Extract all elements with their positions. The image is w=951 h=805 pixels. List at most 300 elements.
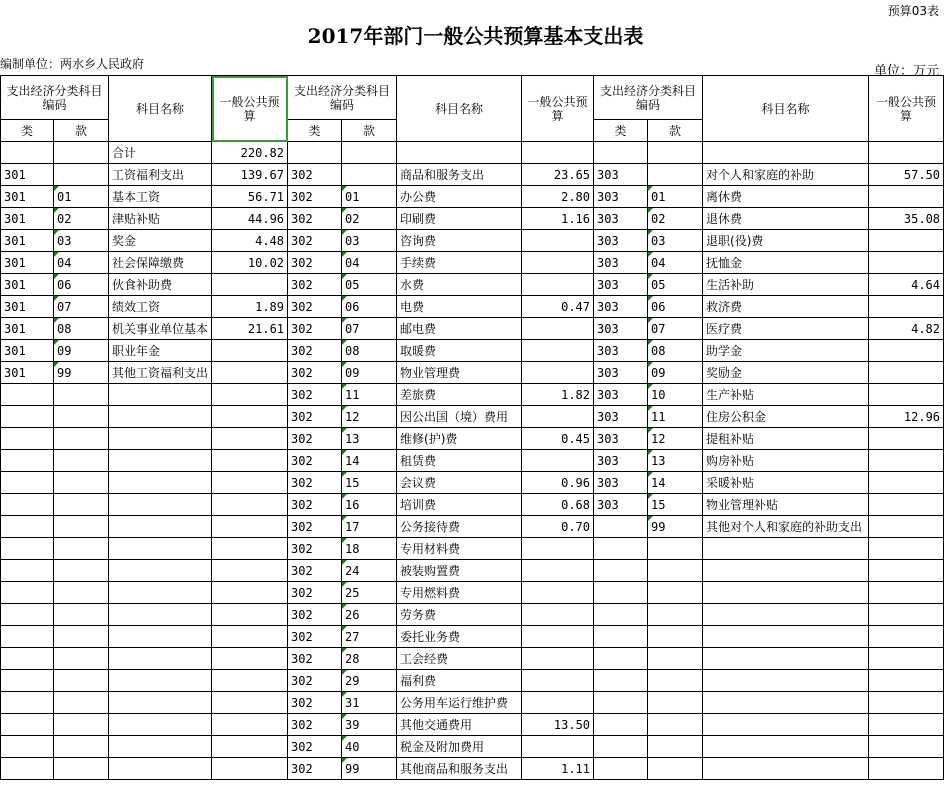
lei-code-cell[interactable]: 302 [288, 648, 342, 670]
budget-amount-cell[interactable] [212, 604, 288, 626]
kuan-code-cell[interactable] [648, 604, 703, 626]
lei-code-cell[interactable]: 302 [288, 362, 342, 384]
budget-amount-cell[interactable] [869, 252, 944, 274]
item-name-cell[interactable]: 救济费 [703, 296, 869, 318]
kuan-code-cell[interactable]: 14 [648, 472, 703, 494]
kuan-code-cell[interactable] [54, 472, 109, 494]
lei-code-cell[interactable] [594, 560, 648, 582]
kuan-code-cell[interactable]: 15 [342, 472, 397, 494]
header-code-group-2[interactable]: 支出经济分类科目编码 [288, 76, 397, 120]
lei-code-cell[interactable] [594, 538, 648, 560]
kuan-code-cell[interactable]: 06 [342, 296, 397, 318]
kuan-code-cell[interactable] [648, 692, 703, 714]
kuan-code-cell[interactable]: 28 [342, 648, 397, 670]
kuan-code-cell[interactable] [648, 736, 703, 758]
kuan-code-cell[interactable]: 40 [342, 736, 397, 758]
budget-amount-cell[interactable] [522, 318, 594, 340]
budget-amount-cell[interactable] [869, 538, 944, 560]
lei-code-cell[interactable]: 301 [1, 362, 54, 384]
budget-amount-cell[interactable]: 139.67 [212, 164, 288, 186]
item-name-cell[interactable]: 退职(役)费 [703, 230, 869, 252]
budget-amount-cell[interactable]: 12.96 [869, 406, 944, 428]
lei-code-cell[interactable]: 302 [288, 186, 342, 208]
kuan-code-cell[interactable] [54, 164, 109, 186]
item-name-cell[interactable]: 委托业务费 [397, 626, 522, 648]
budget-amount-cell[interactable]: 0.96 [522, 472, 594, 494]
item-name-cell[interactable]: 税金及附加费用 [397, 736, 522, 758]
budget-amount-cell[interactable]: 4.64 [869, 274, 944, 296]
header-budget-3[interactable]: 一般公共预算 [869, 76, 944, 142]
item-name-cell[interactable]: 被装购置费 [397, 560, 522, 582]
kuan-code-cell[interactable]: 06 [54, 274, 109, 296]
budget-amount-cell[interactable]: 21.61 [212, 318, 288, 340]
kuan-code-cell[interactable] [342, 142, 397, 164]
kuan-code-cell[interactable]: 08 [54, 318, 109, 340]
item-name-cell[interactable] [109, 758, 212, 780]
kuan-code-cell[interactable]: 16 [342, 494, 397, 516]
lei-code-cell[interactable] [1, 472, 54, 494]
lei-code-cell[interactable] [594, 758, 648, 780]
budget-amount-cell[interactable]: 220.82 [212, 142, 288, 164]
header-budget-1[interactable]: 一般公共预算 [212, 76, 288, 142]
budget-amount-cell[interactable] [212, 538, 288, 560]
lei-code-cell[interactable] [594, 516, 648, 538]
item-name-cell[interactable]: 绩效工资 [109, 296, 212, 318]
kuan-code-cell[interactable]: 24 [342, 560, 397, 582]
kuan-code-cell[interactable]: 04 [342, 252, 397, 274]
item-name-cell[interactable]: 基本工资 [109, 186, 212, 208]
lei-code-cell[interactable]: 301 [1, 186, 54, 208]
item-name-cell[interactable] [703, 538, 869, 560]
kuan-code-cell[interactable] [54, 736, 109, 758]
kuan-code-cell[interactable]: 13 [648, 450, 703, 472]
lei-code-cell[interactable]: 302 [288, 340, 342, 362]
lei-code-cell[interactable]: 302 [288, 428, 342, 450]
budget-amount-cell[interactable]: 0.70 [522, 516, 594, 538]
budget-amount-cell[interactable] [522, 230, 594, 252]
item-name-cell[interactable]: 专用燃料费 [397, 582, 522, 604]
budget-amount-cell[interactable] [869, 670, 944, 692]
header-lei-1[interactable]: 类 [1, 120, 54, 142]
item-name-cell[interactable]: 工会经费 [397, 648, 522, 670]
kuan-code-cell[interactable]: 03 [342, 230, 397, 252]
kuan-code-cell[interactable]: 05 [342, 274, 397, 296]
lei-code-cell[interactable]: 303 [594, 362, 648, 384]
kuan-code-cell[interactable] [54, 494, 109, 516]
budget-amount-cell[interactable] [869, 560, 944, 582]
kuan-code-cell[interactable]: 17 [342, 516, 397, 538]
lei-code-cell[interactable]: 302 [288, 472, 342, 494]
item-name-cell[interactable]: 助学金 [703, 340, 869, 362]
lei-code-cell[interactable]: 302 [288, 758, 342, 780]
header-budget-2[interactable]: 一般公共预算 [522, 76, 594, 142]
item-name-cell[interactable] [109, 736, 212, 758]
kuan-code-cell[interactable]: 14 [342, 450, 397, 472]
budget-amount-cell[interactable]: 57.50 [869, 164, 944, 186]
budget-amount-cell[interactable] [212, 516, 288, 538]
lei-code-cell[interactable]: 302 [288, 274, 342, 296]
budget-amount-cell[interactable]: 13.50 [522, 714, 594, 736]
header-lei-3[interactable]: 类 [594, 120, 648, 142]
budget-amount-cell[interactable] [522, 252, 594, 274]
budget-amount-cell[interactable] [869, 582, 944, 604]
budget-amount-cell[interactable] [522, 670, 594, 692]
kuan-code-cell[interactable]: 99 [54, 362, 109, 384]
item-name-cell[interactable]: 奖金 [109, 230, 212, 252]
lei-code-cell[interactable]: 303 [594, 230, 648, 252]
item-name-cell[interactable] [703, 560, 869, 582]
budget-amount-cell[interactable] [522, 340, 594, 362]
budget-amount-cell[interactable] [522, 582, 594, 604]
budget-amount-cell[interactable] [212, 560, 288, 582]
budget-amount-cell[interactable] [212, 714, 288, 736]
lei-code-cell[interactable]: 302 [288, 252, 342, 274]
item-name-cell[interactable] [703, 604, 869, 626]
header-code-group-3[interactable]: 支出经济分类科目编码 [594, 76, 703, 120]
item-name-cell[interactable] [109, 538, 212, 560]
budget-amount-cell[interactable] [869, 230, 944, 252]
kuan-code-cell[interactable]: 25 [342, 582, 397, 604]
budget-amount-cell[interactable] [522, 142, 594, 164]
budget-amount-cell[interactable] [212, 362, 288, 384]
item-name-cell[interactable] [109, 626, 212, 648]
item-name-cell[interactable]: 退休费 [703, 208, 869, 230]
lei-code-cell[interactable] [1, 384, 54, 406]
lei-code-cell[interactable]: 302 [288, 670, 342, 692]
item-name-cell[interactable]: 电费 [397, 296, 522, 318]
lei-code-cell[interactable]: 302 [288, 384, 342, 406]
kuan-code-cell[interactable] [54, 406, 109, 428]
kuan-code-cell[interactable]: 08 [342, 340, 397, 362]
budget-amount-cell[interactable] [869, 736, 944, 758]
lei-code-cell[interactable]: 303 [594, 406, 648, 428]
kuan-code-cell[interactable]: 12 [648, 428, 703, 450]
kuan-code-cell[interactable] [54, 428, 109, 450]
kuan-code-cell[interactable]: 04 [648, 252, 703, 274]
item-name-cell[interactable] [703, 758, 869, 780]
item-name-cell[interactable]: 公务接待费 [397, 516, 522, 538]
item-name-cell[interactable] [703, 714, 869, 736]
item-name-cell[interactable] [109, 428, 212, 450]
item-name-cell[interactable] [109, 560, 212, 582]
kuan-code-cell[interactable]: 02 [342, 208, 397, 230]
budget-amount-cell[interactable] [212, 428, 288, 450]
budget-amount-cell[interactable] [522, 692, 594, 714]
lei-code-cell[interactable]: 301 [1, 230, 54, 252]
item-name-cell[interactable] [397, 142, 522, 164]
lei-code-cell[interactable]: 303 [594, 318, 648, 340]
item-name-cell[interactable]: 伙食补助费 [109, 274, 212, 296]
kuan-code-cell[interactable]: 09 [54, 340, 109, 362]
lei-code-cell[interactable]: 303 [594, 472, 648, 494]
kuan-code-cell[interactable]: 03 [54, 230, 109, 252]
budget-amount-cell[interactable] [522, 274, 594, 296]
budget-amount-cell[interactable] [869, 362, 944, 384]
kuan-code-cell[interactable]: 13 [342, 428, 397, 450]
lei-code-cell[interactable]: 303 [594, 428, 648, 450]
kuan-code-cell[interactable] [54, 516, 109, 538]
budget-amount-cell[interactable] [522, 560, 594, 582]
item-name-cell[interactable]: 提租补贴 [703, 428, 869, 450]
header-name-2[interactable]: 科目名称 [397, 76, 522, 142]
budget-amount-cell[interactable]: 4.82 [869, 318, 944, 340]
kuan-code-cell[interactable] [54, 758, 109, 780]
budget-amount-cell[interactable] [212, 582, 288, 604]
header-code-group-1[interactable]: 支出经济分类科目编码 [1, 76, 109, 120]
lei-code-cell[interactable]: 301 [1, 318, 54, 340]
item-name-cell[interactable]: 因公出国（境）费用 [397, 406, 522, 428]
budget-amount-cell[interactable] [869, 340, 944, 362]
item-name-cell[interactable]: 咨询费 [397, 230, 522, 252]
kuan-code-cell[interactable]: 09 [342, 362, 397, 384]
kuan-code-cell[interactable] [342, 164, 397, 186]
item-name-cell[interactable]: 采暖补贴 [703, 472, 869, 494]
lei-code-cell[interactable] [594, 670, 648, 692]
budget-amount-cell[interactable] [212, 384, 288, 406]
item-name-cell[interactable]: 抚恤金 [703, 252, 869, 274]
lei-code-cell[interactable] [594, 582, 648, 604]
lei-code-cell[interactable] [594, 142, 648, 164]
item-name-cell[interactable]: 差旅费 [397, 384, 522, 406]
lei-code-cell[interactable]: 301 [1, 252, 54, 274]
kuan-code-cell[interactable]: 12 [342, 406, 397, 428]
lei-code-cell[interactable] [1, 714, 54, 736]
item-name-cell[interactable]: 住房公积金 [703, 406, 869, 428]
kuan-code-cell[interactable] [54, 450, 109, 472]
lei-code-cell[interactable] [1, 538, 54, 560]
lei-code-cell[interactable]: 302 [288, 450, 342, 472]
kuan-code-cell[interactable]: 99 [648, 516, 703, 538]
lei-code-cell[interactable] [1, 736, 54, 758]
lei-code-cell[interactable]: 301 [1, 296, 54, 318]
lei-code-cell[interactable] [1, 494, 54, 516]
item-name-cell[interactable]: 其他交通费用 [397, 714, 522, 736]
item-name-cell[interactable] [109, 582, 212, 604]
budget-amount-cell[interactable] [869, 472, 944, 494]
kuan-code-cell[interactable]: 01 [648, 186, 703, 208]
budget-amount-cell[interactable]: 4.48 [212, 230, 288, 252]
budget-amount-cell[interactable] [212, 670, 288, 692]
item-name-cell[interactable]: 生活补助 [703, 274, 869, 296]
kuan-code-cell[interactable]: 07 [648, 318, 703, 340]
kuan-code-cell[interactable]: 01 [54, 186, 109, 208]
kuan-code-cell[interactable]: 09 [648, 362, 703, 384]
kuan-code-cell[interactable] [54, 714, 109, 736]
lei-code-cell[interactable] [1, 604, 54, 626]
budget-amount-cell[interactable] [869, 296, 944, 318]
lei-code-cell[interactable] [1, 560, 54, 582]
item-name-cell[interactable]: 印刷费 [397, 208, 522, 230]
header-kuan-3[interactable]: 款 [648, 120, 703, 142]
header-lei-2[interactable]: 类 [288, 120, 342, 142]
kuan-code-cell[interactable]: 07 [54, 296, 109, 318]
budget-amount-cell[interactable] [212, 450, 288, 472]
lei-code-cell[interactable] [1, 406, 54, 428]
budget-amount-cell[interactable] [869, 758, 944, 780]
kuan-code-cell[interactable] [648, 538, 703, 560]
header-name-1[interactable]: 科目名称 [109, 76, 212, 142]
kuan-code-cell[interactable]: 29 [342, 670, 397, 692]
kuan-code-cell[interactable] [648, 164, 703, 186]
item-name-cell[interactable]: 劳务费 [397, 604, 522, 626]
item-name-cell[interactable]: 公务用车运行维护费 [397, 692, 522, 714]
budget-amount-cell[interactable] [212, 472, 288, 494]
lei-code-cell[interactable]: 302 [288, 494, 342, 516]
item-name-cell[interactable]: 离休费 [703, 186, 869, 208]
budget-amount-cell[interactable] [869, 384, 944, 406]
lei-code-cell[interactable]: 301 [1, 164, 54, 186]
lei-code-cell[interactable] [1, 648, 54, 670]
item-name-cell[interactable]: 合计 [109, 142, 212, 164]
lei-code-cell[interactable]: 303 [594, 296, 648, 318]
lei-code-cell[interactable]: 302 [288, 626, 342, 648]
budget-amount-cell[interactable]: 2.80 [522, 186, 594, 208]
item-name-cell[interactable]: 培训费 [397, 494, 522, 516]
item-name-cell[interactable] [109, 472, 212, 494]
budget-amount-cell[interactable] [212, 692, 288, 714]
kuan-code-cell[interactable]: 11 [342, 384, 397, 406]
lei-code-cell[interactable] [594, 604, 648, 626]
budget-amount-cell[interactable] [522, 450, 594, 472]
item-name-cell[interactable]: 社会保障缴费 [109, 252, 212, 274]
budget-amount-cell[interactable] [869, 604, 944, 626]
lei-code-cell[interactable] [594, 626, 648, 648]
budget-amount-cell[interactable]: 44.96 [212, 208, 288, 230]
lei-code-cell[interactable] [288, 142, 342, 164]
item-name-cell[interactable] [109, 648, 212, 670]
kuan-code-cell[interactable] [54, 560, 109, 582]
item-name-cell[interactable]: 其他工资福利支出 [109, 362, 212, 384]
lei-code-cell[interactable]: 302 [288, 582, 342, 604]
item-name-cell[interactable] [703, 142, 869, 164]
kuan-code-cell[interactable]: 02 [648, 208, 703, 230]
kuan-code-cell[interactable]: 08 [648, 340, 703, 362]
item-name-cell[interactable]: 福利费 [397, 670, 522, 692]
item-name-cell[interactable]: 职业年金 [109, 340, 212, 362]
kuan-code-cell[interactable] [648, 670, 703, 692]
header-kuan-1[interactable]: 款 [54, 120, 109, 142]
item-name-cell[interactable]: 医疗费 [703, 318, 869, 340]
kuan-code-cell[interactable] [54, 670, 109, 692]
budget-amount-cell[interactable] [869, 494, 944, 516]
budget-amount-cell[interactable] [522, 538, 594, 560]
lei-code-cell[interactable] [1, 582, 54, 604]
item-name-cell[interactable] [109, 494, 212, 516]
budget-amount-cell[interactable] [212, 494, 288, 516]
lei-code-cell[interactable]: 302 [288, 230, 342, 252]
budget-amount-cell[interactable]: 1.89 [212, 296, 288, 318]
budget-amount-cell[interactable] [522, 626, 594, 648]
kuan-code-cell[interactable]: 05 [648, 274, 703, 296]
budget-amount-cell[interactable] [869, 626, 944, 648]
kuan-code-cell[interactable] [648, 560, 703, 582]
kuan-code-cell[interactable] [54, 142, 109, 164]
item-name-cell[interactable]: 专用材料费 [397, 538, 522, 560]
kuan-code-cell[interactable]: 07 [342, 318, 397, 340]
item-name-cell[interactable]: 会议费 [397, 472, 522, 494]
kuan-code-cell[interactable]: 99 [342, 758, 397, 780]
item-name-cell[interactable]: 水费 [397, 274, 522, 296]
lei-code-cell[interactable]: 303 [594, 208, 648, 230]
budget-amount-cell[interactable] [522, 736, 594, 758]
lei-code-cell[interactable] [1, 428, 54, 450]
lei-code-cell[interactable]: 302 [288, 560, 342, 582]
item-name-cell[interactable]: 生产补贴 [703, 384, 869, 406]
item-name-cell[interactable]: 津贴补贴 [109, 208, 212, 230]
kuan-code-cell[interactable]: 27 [342, 626, 397, 648]
budget-amount-cell[interactable]: 0.68 [522, 494, 594, 516]
item-name-cell[interactable]: 其他对个人和家庭的补助支出 [703, 516, 869, 538]
lei-code-cell[interactable] [1, 626, 54, 648]
budget-amount-cell[interactable]: 10.02 [212, 252, 288, 274]
budget-amount-cell[interactable]: 56.71 [212, 186, 288, 208]
item-name-cell[interactable] [109, 692, 212, 714]
lei-code-cell[interactable]: 302 [288, 516, 342, 538]
budget-amount-cell[interactable] [522, 362, 594, 384]
kuan-code-cell[interactable] [54, 384, 109, 406]
header-name-3[interactable]: 科目名称 [703, 76, 869, 142]
lei-code-cell[interactable]: 303 [594, 450, 648, 472]
lei-code-cell[interactable]: 302 [288, 296, 342, 318]
budget-amount-cell[interactable] [869, 142, 944, 164]
item-name-cell[interactable] [109, 604, 212, 626]
item-name-cell[interactable]: 手续费 [397, 252, 522, 274]
budget-amount-cell[interactable] [869, 516, 944, 538]
budget-amount-cell[interactable] [212, 340, 288, 362]
item-name-cell[interactable] [109, 670, 212, 692]
item-name-cell[interactable] [703, 736, 869, 758]
item-name-cell[interactable]: 奖励金 [703, 362, 869, 384]
budget-amount-cell[interactable]: 35.08 [869, 208, 944, 230]
item-name-cell[interactable] [109, 516, 212, 538]
item-name-cell[interactable]: 工资福利支出 [109, 164, 212, 186]
item-name-cell[interactable]: 对个人和家庭的补助 [703, 164, 869, 186]
item-name-cell[interactable]: 物业管理费 [397, 362, 522, 384]
kuan-code-cell[interactable] [54, 692, 109, 714]
budget-amount-cell[interactable] [212, 626, 288, 648]
header-kuan-2[interactable]: 款 [342, 120, 397, 142]
item-name-cell[interactable] [703, 626, 869, 648]
budget-amount-cell[interactable] [522, 406, 594, 428]
kuan-code-cell[interactable]: 06 [648, 296, 703, 318]
kuan-code-cell[interactable] [648, 648, 703, 670]
budget-amount-cell[interactable] [869, 450, 944, 472]
budget-amount-cell[interactable] [212, 406, 288, 428]
item-name-cell[interactable]: 其他商品和服务支出 [397, 758, 522, 780]
item-name-cell[interactable]: 机关事业单位基本 [109, 318, 212, 340]
lei-code-cell[interactable]: 303 [594, 274, 648, 296]
lei-code-cell[interactable] [594, 648, 648, 670]
item-name-cell[interactable]: 办公费 [397, 186, 522, 208]
item-name-cell[interactable] [703, 582, 869, 604]
item-name-cell[interactable] [109, 384, 212, 406]
lei-code-cell[interactable]: 302 [288, 318, 342, 340]
kuan-code-cell[interactable]: 02 [54, 208, 109, 230]
kuan-code-cell[interactable]: 11 [648, 406, 703, 428]
item-name-cell[interactable]: 取暖费 [397, 340, 522, 362]
lei-code-cell[interactable]: 301 [1, 340, 54, 362]
item-name-cell[interactable] [703, 670, 869, 692]
lei-code-cell[interactable] [1, 758, 54, 780]
budget-amount-cell[interactable] [212, 736, 288, 758]
lei-code-cell[interactable]: 302 [288, 406, 342, 428]
budget-amount-cell[interactable]: 0.45 [522, 428, 594, 450]
kuan-code-cell[interactable]: 15 [648, 494, 703, 516]
lei-code-cell[interactable] [1, 670, 54, 692]
kuan-code-cell[interactable] [648, 714, 703, 736]
budget-amount-cell[interactable]: 1.82 [522, 384, 594, 406]
kuan-code-cell[interactable] [54, 582, 109, 604]
